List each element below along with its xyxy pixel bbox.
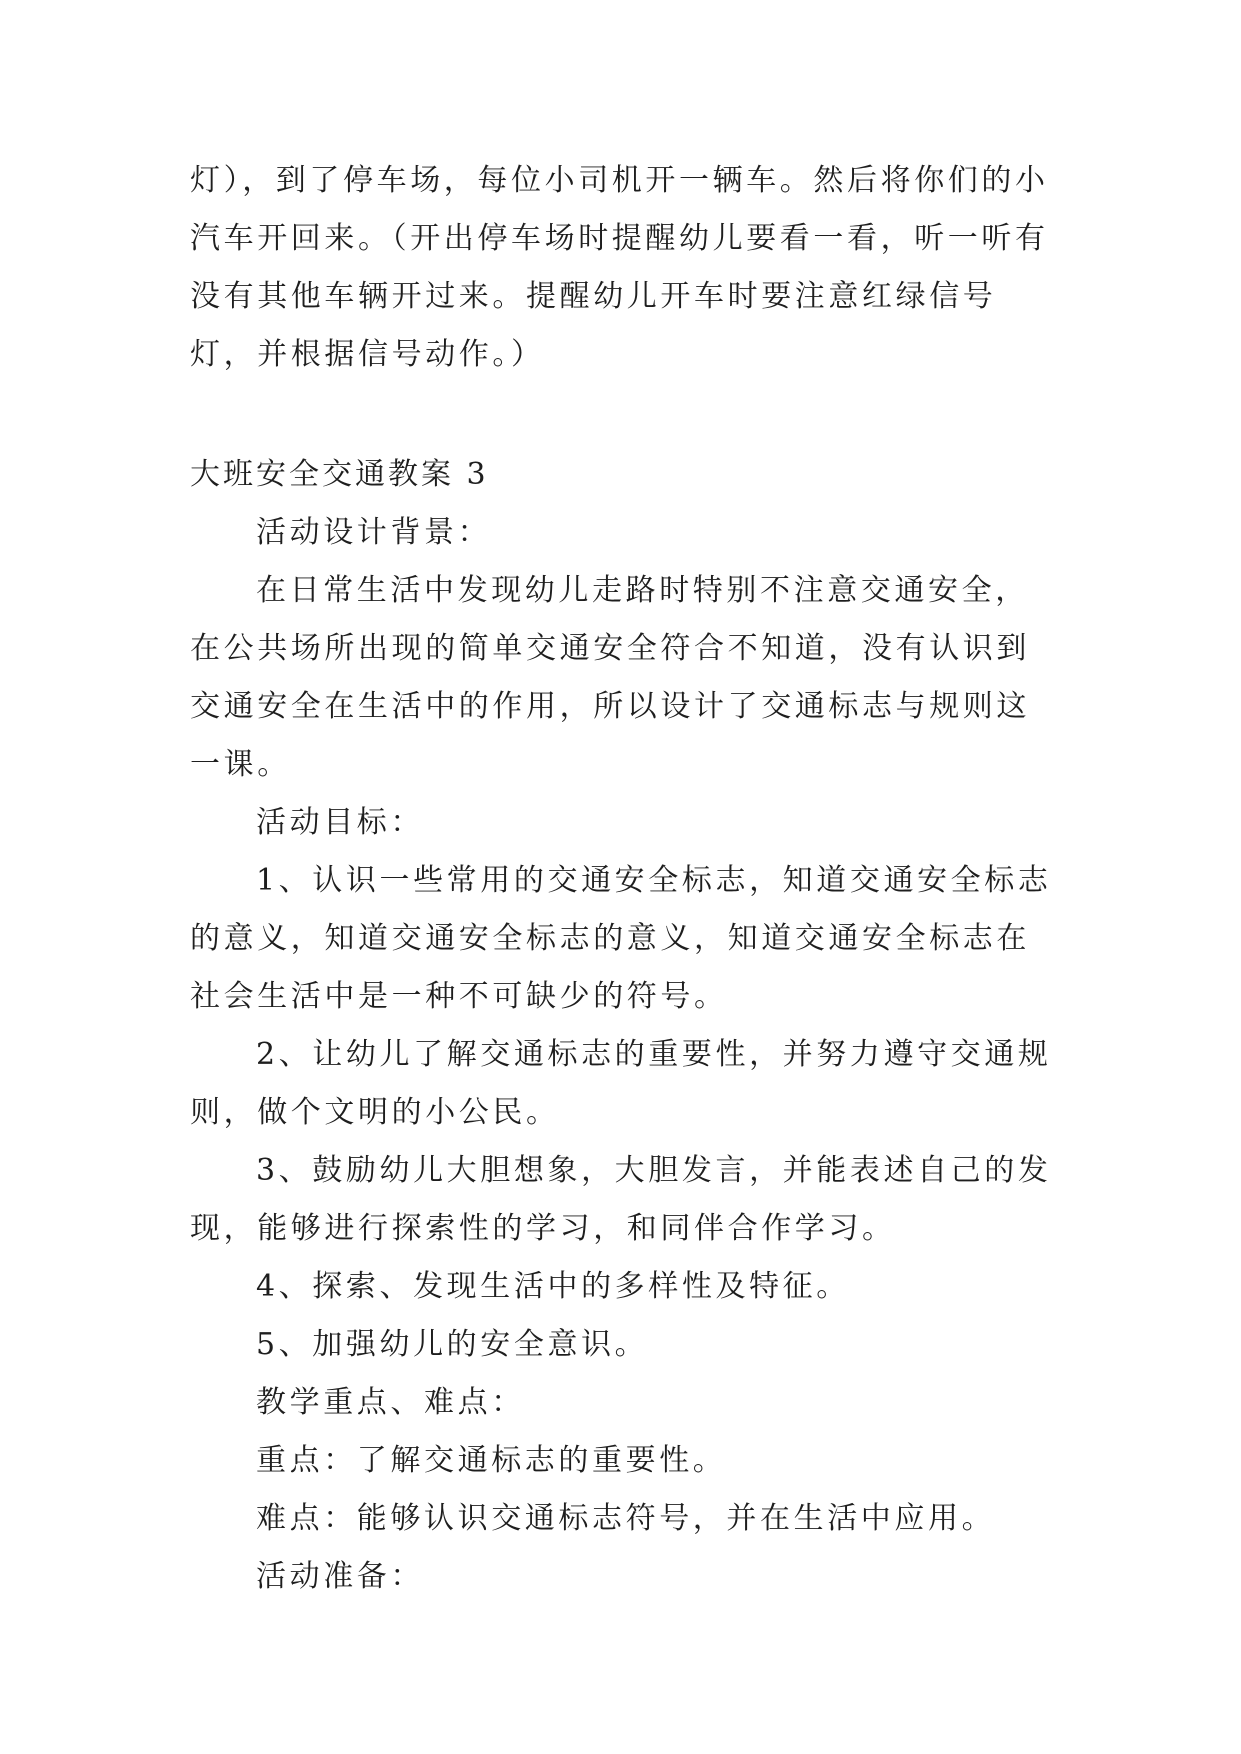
goal-item: 3、鼓励幼儿大胆想象，大胆发言，并能表述自己的发现，能够进行探索性的学习，和同伴合作学习。 <box>190 1153 1052 1246</box>
intro-paragraph: 灯），到了停车场，每位小司机开一辆车。然后将你们的小汽车开回来。（开出停车场时提醒幼儿要看一看，听一听有没有其他车辆开过来。提醒幼儿开车时要注意红绿信号灯，并根据信号动作。） <box>190 163 1049 372</box>
document-body <box>190 152 1060 1606</box>
difficulty-point: 难点：能够认识交通标志符号，并在生活中应用。 <box>256 1501 996 1536</box>
background-label: 活动设计背景： <box>256 515 492 550</box>
section-title: 大班安全交通教案 3 <box>190 457 489 492</box>
goal-item: 4、探索、发现生活中的多样性及特征。 <box>256 1269 850 1304</box>
preparation-label: 活动准备： <box>256 1559 424 1594</box>
key-point: 重点：了解交通标志的重要性。 <box>256 1443 727 1478</box>
goal-item: 1、认识一些常用的交通安全标志，知道交通安全标志的意义，知道交通安全标志的意义，知道交通安全标志在社会生活中是一种不可缺少的符号。 <box>190 863 1052 1014</box>
goal-item: 2、让幼儿了解交通标志的重要性，并努力遵守交通规则，做个文明的小公民。 <box>190 1037 1052 1130</box>
goals-label: 活动目标： <box>256 805 424 840</box>
goal-item: 5、加强幼儿的安全意识。 <box>256 1327 649 1362</box>
key-points-label: 教学重点、难点： <box>256 1385 525 1420</box>
background-text: 在日常生活中发现幼儿走路时特别不注意交通安全，在公共场所出现的简单交通安全符合不知道，没有认识到交通安全在生活中的作用，所以设计了交通标志与规则这一课。 <box>190 573 1030 782</box>
